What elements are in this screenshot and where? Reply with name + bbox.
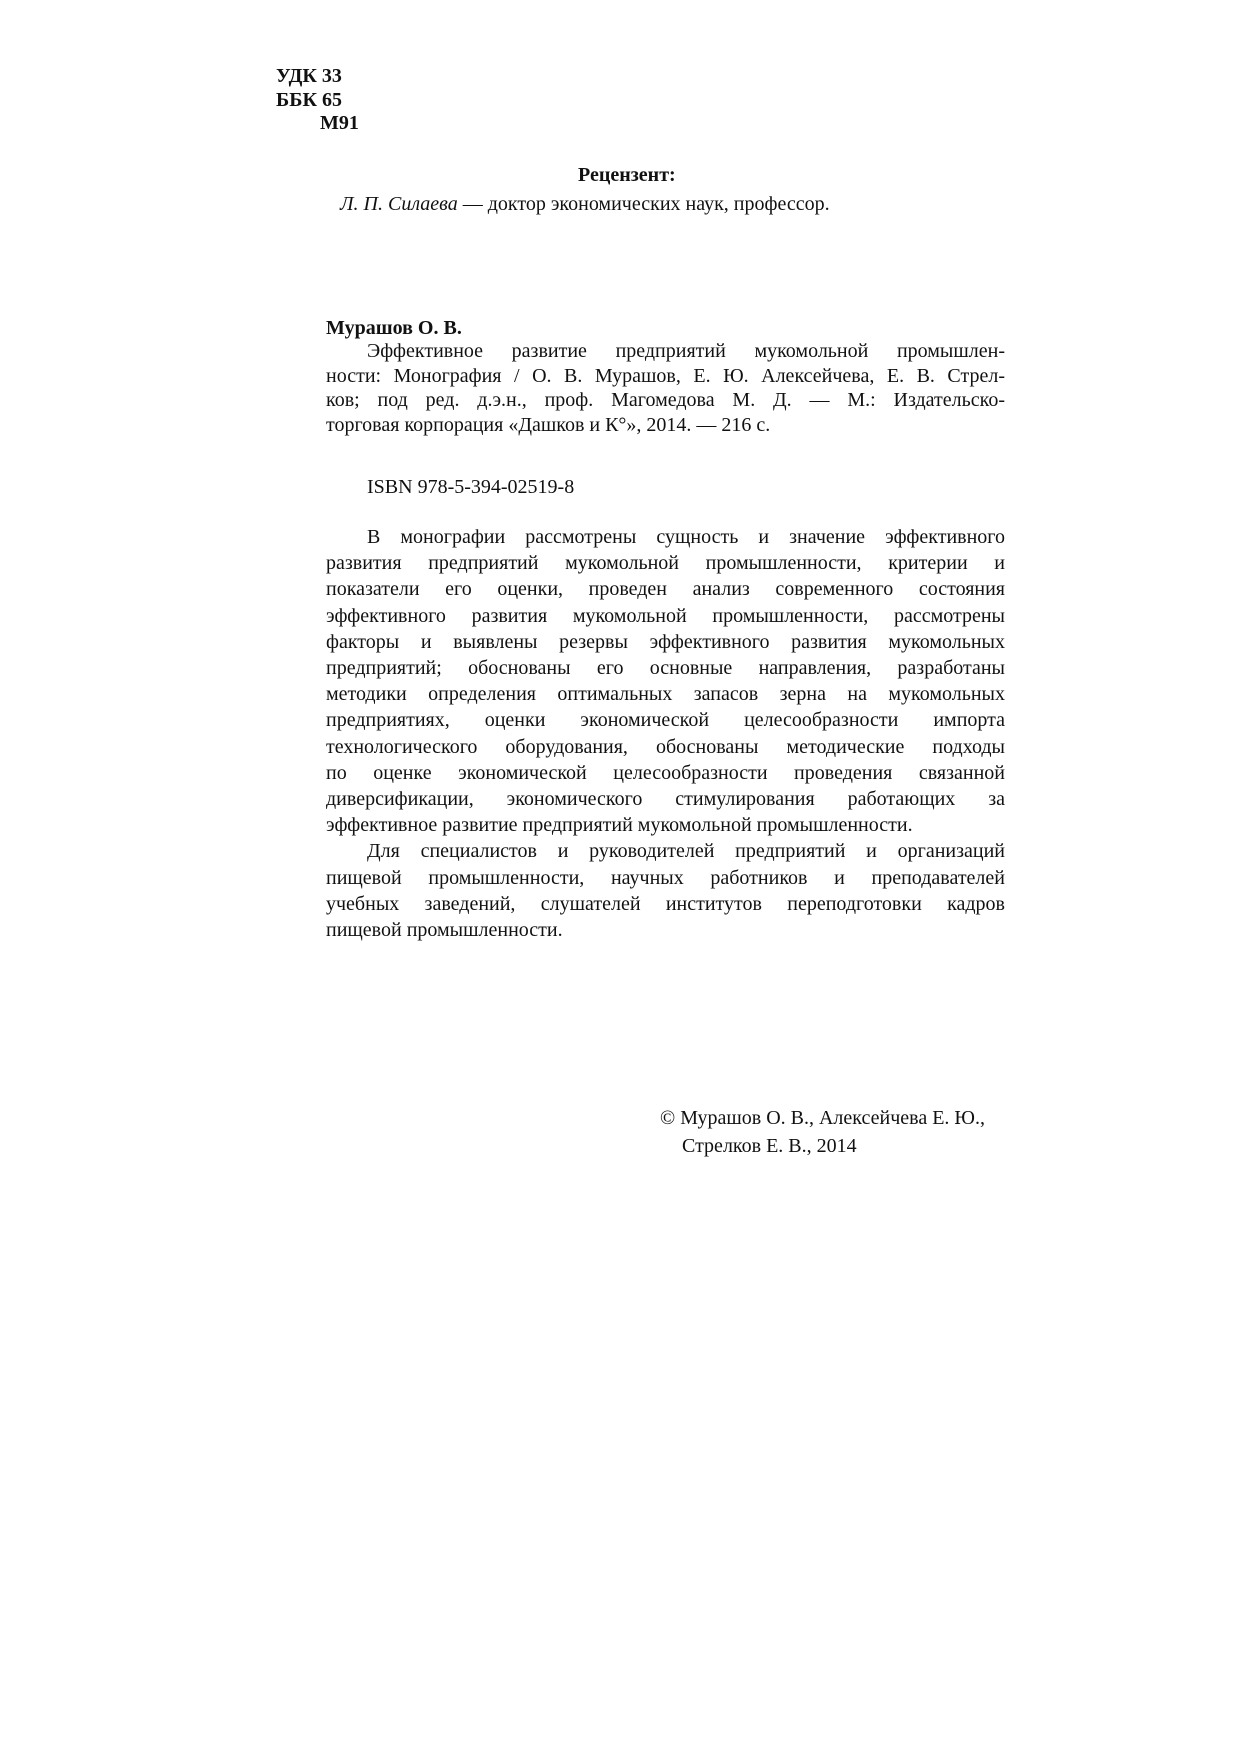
abstract-line: показатели его оценки, проведен анализ современного состояния	[326, 578, 1005, 601]
audience-line: учебных заведений, слушателей институтов переподготовки кадров	[326, 892, 1005, 915]
bibliography-line: Эффективное развитие предприятий мукомольной промышлен-	[367, 340, 1005, 362]
bibliography-line: торговая корпорация «Дашков и К°», 2014. — 216 с.	[326, 413, 771, 436]
copyright-line-1: © Мурашов О. В., Алексейчева Е. Ю.,	[660, 1107, 985, 1129]
abstract	[326, 524, 1005, 943]
audience-line: пищевой промышленности, научных работников и преподавателей	[326, 866, 1005, 889]
bibliography-line: ков; под ред. д.э.н., проф. Магомедова М. Д. — М.: Издательско-	[326, 389, 1005, 411]
reviewer-name: Л. П. Силаева	[340, 193, 458, 215]
abstract-line: диверсификации, экономического стимулирования работающих за	[326, 788, 1005, 811]
abstract-line: предприятий; обоснованы его основные направления, разработаны	[326, 657, 1005, 680]
bibliographic-description	[326, 339, 1005, 437]
abstract-line: факторы и выявлены резервы эффективного развития мукомольных	[326, 630, 1005, 653]
audience-line: пищевой промышленности.	[326, 919, 563, 942]
abstract-line: технологического оборудования, обоснованы методические подходы	[326, 735, 1005, 758]
abstract-line: методики определения оптимальных запасов зерна на мукомольных	[326, 683, 1005, 706]
abstract-line: эффективное развитие предприятий мукомольной промышленности.	[326, 814, 913, 837]
udk-code: УДК 33	[276, 65, 342, 87]
isbn: ISBN 978-5-394-02519-8	[367, 476, 575, 498]
abstract-line: развития предприятий мукомольной промышленности, критерии и	[326, 552, 1005, 575]
abstract-line: эффективного развития мукомольной промышленности, рассмотрены	[326, 604, 1005, 627]
abstract-line: предприятиях, оценки экономической целесообразности импорта	[326, 709, 1005, 732]
classification-codes	[276, 64, 359, 135]
bibliography-line: ности: Монография / О. В. Мурашов, Е. Ю. Алексейчева, Е. В. Стрел-	[326, 364, 1005, 387]
bbk-code: ББК 65	[276, 88, 342, 111]
reviewer-label: Рецензент:	[578, 164, 676, 186]
reviewer-line	[340, 192, 830, 216]
author-mark: М91	[320, 112, 359, 134]
abstract-line: по оценке экономической целесообразности проведения связанной	[326, 761, 1005, 784]
reviewer-description: — доктор экономических наук, профессор.	[457, 193, 830, 215]
audience-line: Для специалистов и руководителей предприятий и организаций	[367, 840, 1005, 863]
copyright-line-2: Стрелков Е. В., 2014	[682, 1135, 857, 1157]
bibliography-author: Мурашов О. В.	[326, 317, 462, 339]
abstract-line: В монографии рассмотрены сущность и значение эффективного	[367, 526, 1005, 548]
